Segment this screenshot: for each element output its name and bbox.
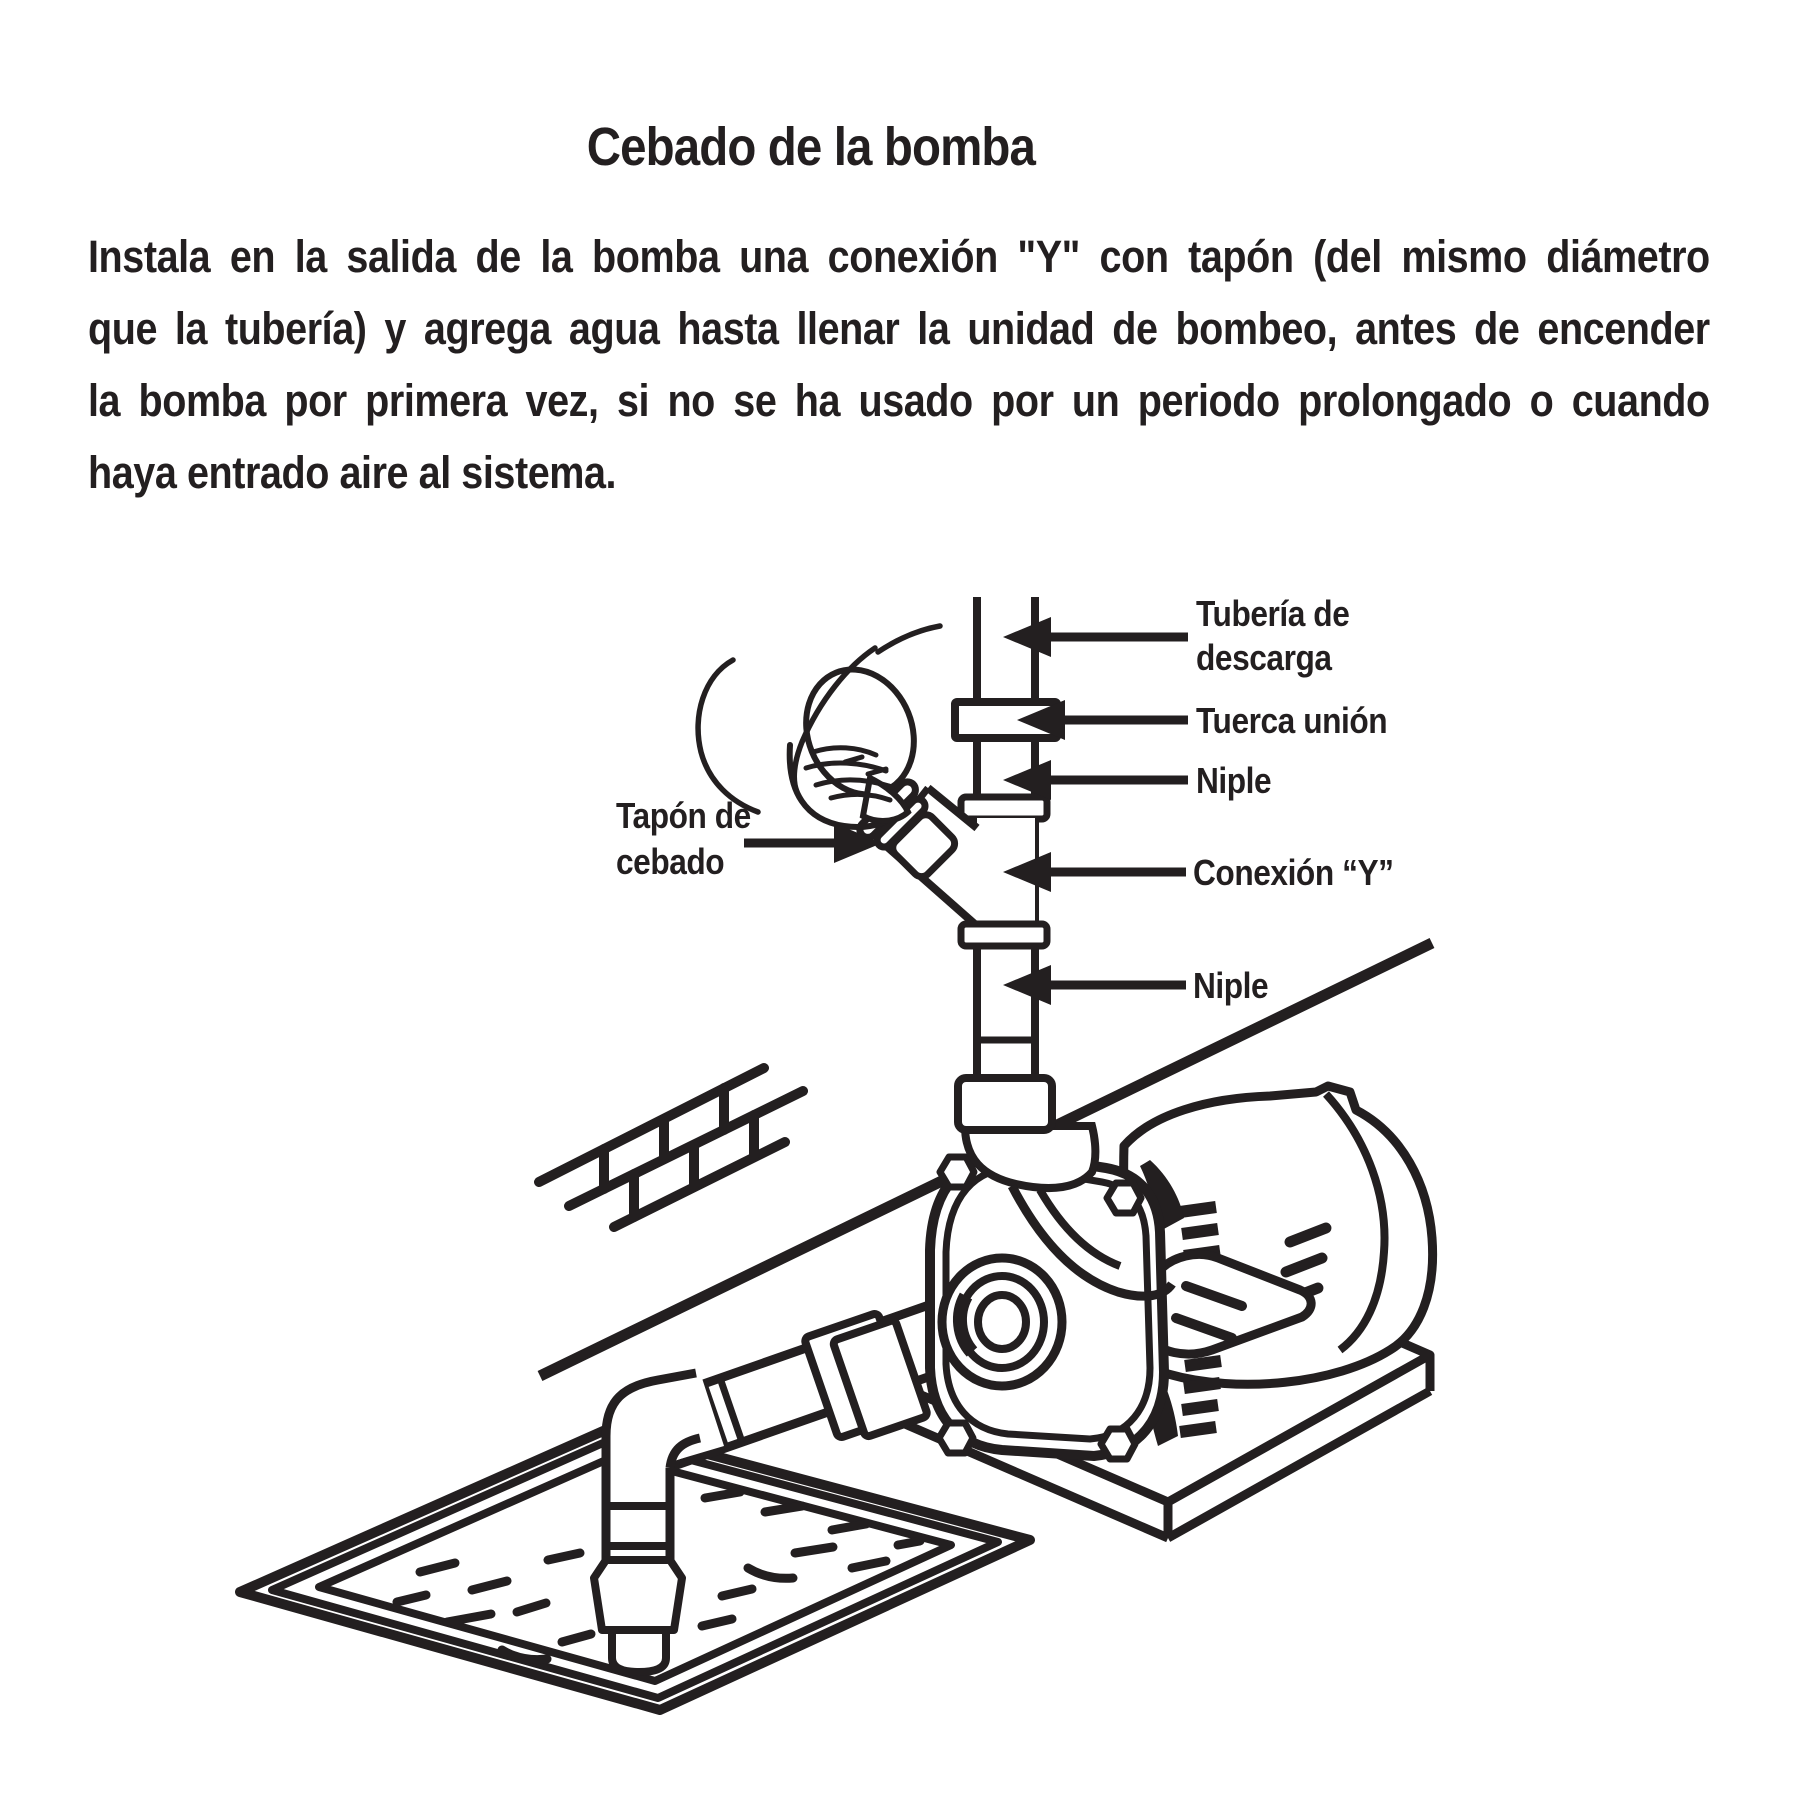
callout-nipple-upper (1003, 760, 1271, 801)
bolt-icon (1101, 1429, 1135, 1459)
label-nipple-upper: Niple (1196, 761, 1272, 802)
bolt-icon (940, 1157, 974, 1187)
page-title: Cebado de la bomba (586, 117, 1036, 177)
instructions-line: haya entrado aire al sistema. (88, 447, 617, 498)
label-priming-plug: Tapón de (616, 796, 751, 837)
bolt-icon (1107, 1183, 1141, 1213)
callout-nipple-lower (1003, 965, 1268, 1006)
instructions-line: que la tubería) y agrega agua hasta llenar la unidad de bombeo, antes de encender (88, 303, 1710, 354)
label-y-connection: Conexión “Y” (1193, 853, 1394, 894)
callout-y-connection (1003, 852, 1394, 893)
label-union-nut: Tuerca unión (1196, 701, 1388, 742)
bolt-icon (939, 1423, 973, 1453)
pipe-collar (961, 797, 1047, 819)
brick-pattern (539, 1068, 803, 1227)
label-priming-plug: cebado (616, 842, 725, 883)
callout-union-nut (1017, 700, 1387, 741)
instructions-line: la bomba por primera vez, si no se ha usado por un periodo prolongado o cuando (88, 375, 1710, 426)
label-discharge-pipe: descarga (1196, 638, 1332, 679)
label-nipple-lower: Niple (1193, 966, 1269, 1007)
label-discharge-pipe: Tubería de (1196, 594, 1350, 635)
pipe-collar (961, 924, 1047, 946)
discharge-sleeve (958, 1078, 1052, 1130)
callout-priming-plug (616, 796, 882, 882)
pump-hub (942, 1258, 1062, 1386)
callout-discharge-pipe (1003, 594, 1349, 678)
instructions-line: Instala en la salida de la bomba una conexión "Y" con tapón (del mismo diámetro (88, 231, 1710, 282)
